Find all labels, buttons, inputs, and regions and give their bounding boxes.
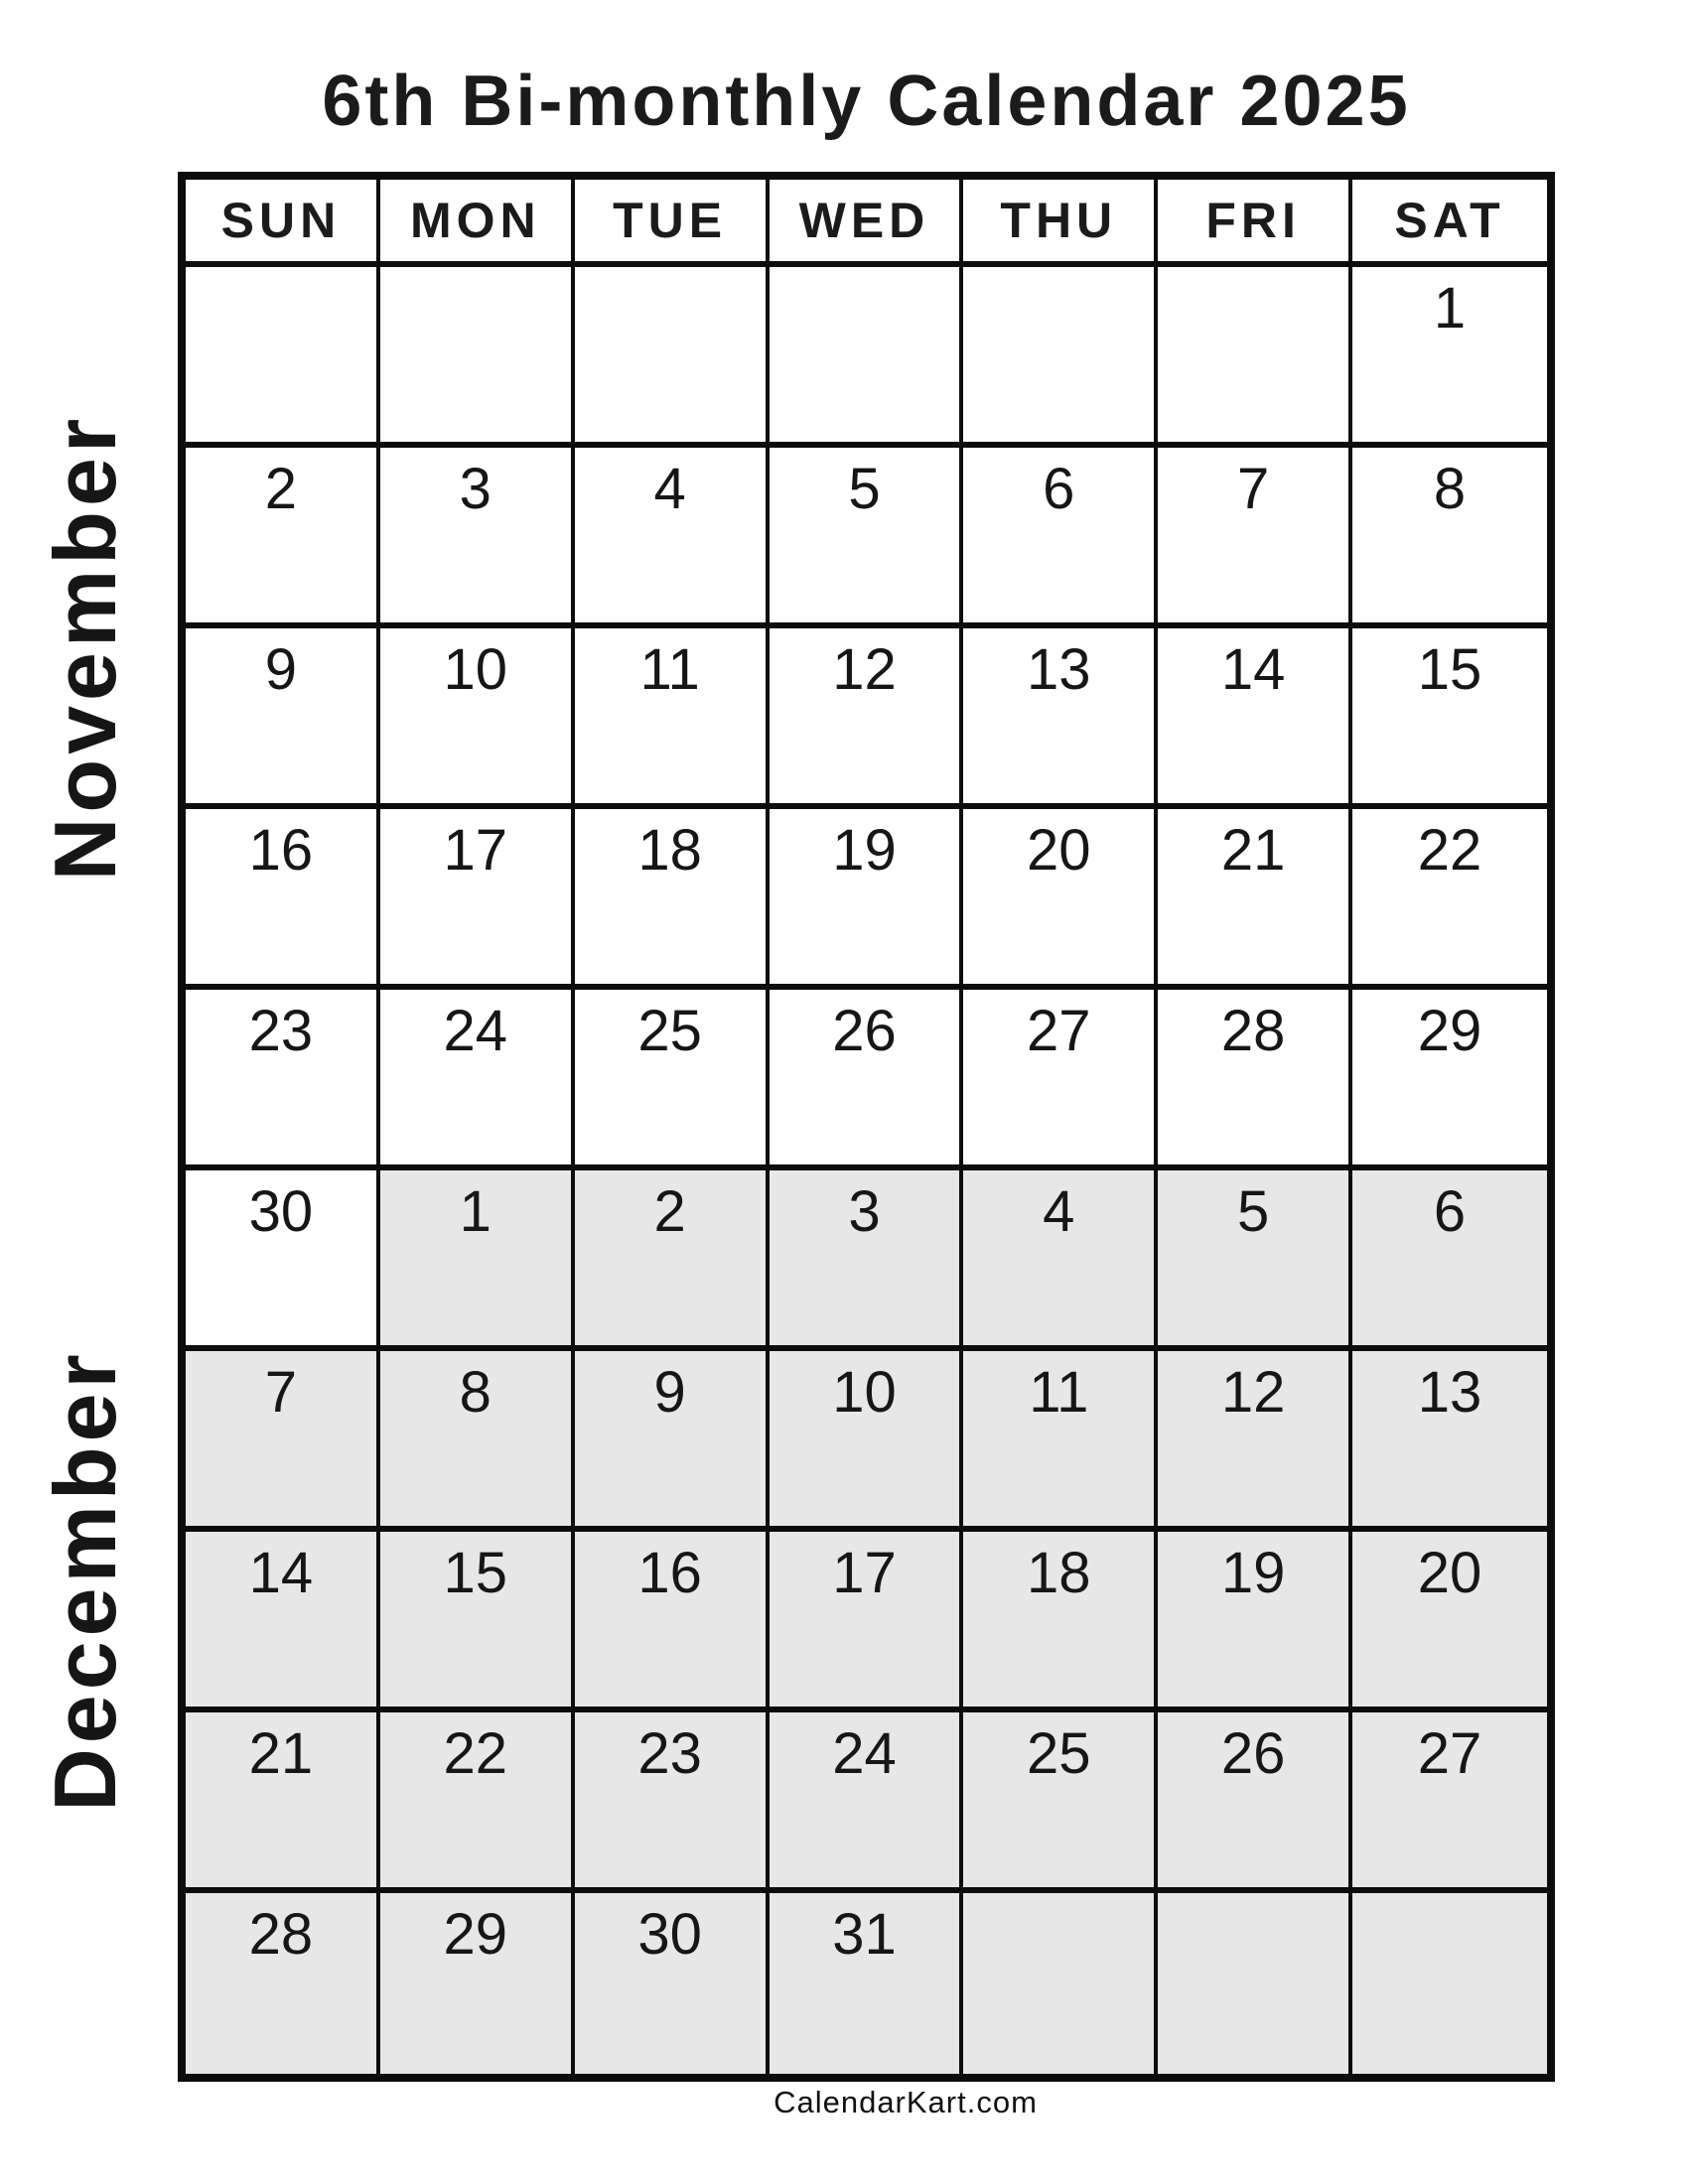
date-cell: 15 — [380, 1532, 575, 1712]
month-label-november: November — [36, 413, 134, 882]
date-cell: 2 — [186, 448, 380, 628]
date-cell: 20 — [1352, 1532, 1547, 1712]
day-header-cell: FRI — [1158, 180, 1352, 267]
date-cell: 26 — [770, 990, 964, 1170]
date-cell: 24 — [770, 1712, 964, 1893]
date-cell: 1 — [1352, 267, 1547, 448]
date-cell: 13 — [963, 628, 1158, 809]
date-cell: 3 — [770, 1170, 964, 1351]
date-cell: 4 — [575, 448, 770, 628]
date-cell: 22 — [1352, 809, 1547, 990]
day-header-row — [186, 180, 1547, 267]
date-cell: 2 — [575, 1170, 770, 1351]
day-header-cell: WED — [770, 180, 964, 267]
date-cell — [1158, 1893, 1352, 2074]
date-cell: 16 — [186, 809, 380, 990]
date-cell: 28 — [1158, 990, 1352, 1170]
date-cell: 25 — [575, 990, 770, 1170]
calendar-week-row — [186, 267, 1547, 448]
date-cell: 12 — [770, 628, 964, 809]
date-cell — [963, 1893, 1158, 2074]
date-cell — [963, 267, 1158, 448]
date-cell: 30 — [186, 1170, 380, 1351]
calendar-week-row — [186, 1712, 1547, 1893]
date-cell: 29 — [380, 1893, 575, 2074]
date-cell: 1 — [380, 1170, 575, 1351]
date-cell: 24 — [380, 990, 575, 1170]
date-cell: 17 — [770, 1532, 964, 1712]
day-header-cell: SAT — [1352, 180, 1547, 267]
date-cell: 8 — [1352, 448, 1547, 628]
date-cell: 20 — [963, 809, 1158, 990]
calendar-week-row — [186, 448, 1547, 628]
date-cell — [1352, 1893, 1547, 2074]
month-label-december: December — [36, 1349, 134, 1812]
day-header-cell: THU — [963, 180, 1158, 267]
date-cell: 11 — [575, 628, 770, 809]
date-cell: 23 — [186, 990, 380, 1170]
date-cell — [1158, 267, 1352, 448]
date-cell: 14 — [1158, 628, 1352, 809]
footer-brand: CalendarKart.com — [774, 2085, 1038, 2119]
date-cell: 18 — [963, 1532, 1158, 1712]
date-cell — [575, 267, 770, 448]
date-cell: 27 — [963, 990, 1158, 1170]
day-header-cell: SUN — [186, 180, 380, 267]
date-cell: 25 — [963, 1712, 1158, 1893]
date-cell: 19 — [770, 809, 964, 990]
date-cell: 10 — [380, 628, 575, 809]
date-cell: 3 — [380, 448, 575, 628]
date-cell: 13 — [1352, 1351, 1547, 1532]
date-cell: 10 — [770, 1351, 964, 1532]
date-cell: 15 — [1352, 628, 1547, 809]
calendar-week-row — [186, 809, 1547, 990]
date-cell: 5 — [1158, 1170, 1352, 1351]
date-cell: 12 — [1158, 1351, 1352, 1532]
date-cell: 21 — [186, 1712, 380, 1893]
calendar-grid — [178, 172, 1555, 2082]
date-cell: 27 — [1352, 1712, 1547, 1893]
date-cell: 7 — [1158, 448, 1352, 628]
date-cell: 28 — [186, 1893, 380, 2074]
date-cell: 29 — [1352, 990, 1547, 1170]
date-cell: 9 — [186, 628, 380, 809]
date-cell: 31 — [770, 1893, 964, 2074]
date-cell: 4 — [963, 1170, 1158, 1351]
date-cell: 30 — [575, 1893, 770, 2074]
date-cell: 22 — [380, 1712, 575, 1893]
date-cell: 26 — [1158, 1712, 1352, 1893]
calendar-week-row — [186, 990, 1547, 1170]
date-cell: 9 — [575, 1351, 770, 1532]
date-cell: 11 — [963, 1351, 1158, 1532]
calendar-week-row — [186, 1170, 1547, 1351]
date-cell: 18 — [575, 809, 770, 990]
date-cell: 5 — [770, 448, 964, 628]
date-cell: 6 — [963, 448, 1158, 628]
calendar-week-row — [186, 1893, 1547, 2074]
date-cell: 16 — [575, 1532, 770, 1712]
date-cell — [770, 267, 964, 448]
day-header-cell: TUE — [575, 180, 770, 267]
date-cell: 14 — [186, 1532, 380, 1712]
calendar-week-row — [186, 1351, 1547, 1532]
calendar-week-row — [186, 1532, 1547, 1712]
date-cell: 17 — [380, 809, 575, 990]
date-cell: 23 — [575, 1712, 770, 1893]
date-cell: 8 — [380, 1351, 575, 1532]
date-cell: 19 — [1158, 1532, 1352, 1712]
page-title: 6th Bi-monthly Calendar 2025 — [322, 62, 1411, 141]
date-cell — [380, 267, 575, 448]
date-cell: 6 — [1352, 1170, 1547, 1351]
date-cell — [186, 267, 380, 448]
date-cell: 7 — [186, 1351, 380, 1532]
date-cell: 21 — [1158, 809, 1352, 990]
day-header-cell: MON — [380, 180, 575, 267]
calendar-week-row — [186, 628, 1547, 809]
